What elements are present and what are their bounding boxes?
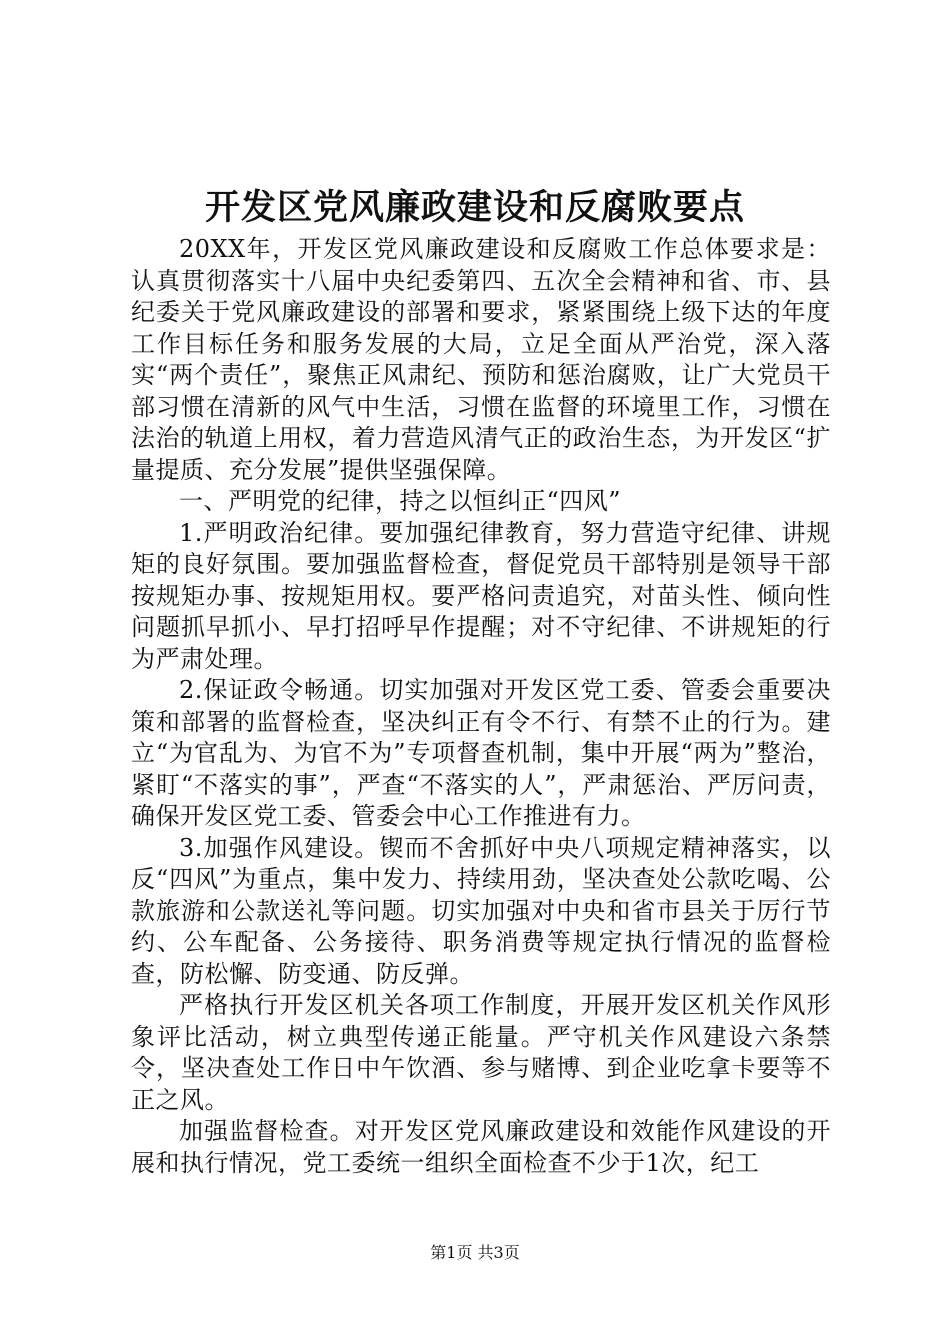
document-title: 开发区党风廉政建设和反腐败要点 (204, 187, 745, 228)
paragraph-item-2: 2.保证政令畅通。切实加强对开发区党工委、管委会重要决策和部署的监督检查，坚决纠正有令不行、有禁不止的行为。建立“为官乱为、为官不为”专项督查机制，集中开展“两为”整治，紧盯“不落实的事”，严查“不落实的人”，严肃惩治、严厉问责，确保开发区党工委、管委会中心工作推进有力。 (131, 676, 831, 830)
paragraph-discipline: 严格执行开发区机关各项工作制度，开展开发区机关作风形象评比活动，树立典型传递正能量。严守机关作风建设六条禁令，坚决查处工作日中午饮酒、参与赌博、到企业吃拿卡要等不正之风。 (131, 991, 831, 1114)
paragraph-item-1: 1.严明政治纪律。要加强纪律教育，努力营造守纪律、讲规矩的良好氛围。要加强监督检查，督促党员干部特别是领导干部按规矩办事、按规矩用权。要严格问责追究，对苗头性、倾向性问题抓早抓小、早打招呼早作提醒；对不守纪律、不讲规矩的行为严肃处理。 (131, 518, 831, 673)
paragraph-item-3: 3.加强作风建设。锲而不舍抓好中央八项规定精神落实，以反“四风”为重点，集中发力、持续用劲，坚决查处公款吃喝、公款旅游和公款送礼等问题。切实加强对中央和省市县关于厉行节约、公车配备、公务接待、职务消费等规定执行情况的监督检查，防松懈、防变通、防反弹。 (131, 833, 831, 988)
section-heading: 一、严明党的纪律，持之以恒纠正“四风” (179, 487, 622, 515)
paragraph-intro: 20XX年，开发区党风廉政建设和反腐败工作总体要求是：认真贯彻落实十八届中央纪委第四、五次全会精神和省、市、县纪委关于党风廉政建设的部署和要求，紧紧围绕上级下达的年度工作目标任务和服务发展的大局，立足全面从严治党，深入落实“两个责任”，聚焦正风肃纪、预防和惩治腐败，让广大党员干部习惯在清新的风气中生活，习惯在监督的环境里工作，习惯在法治的轨道上用权，着力营造风清气正的政治生态，为开发区“扩量提质、充分发展”提供坚强保障。 (131, 235, 831, 484)
page-footer: 第1页 共3页 (430, 1243, 520, 1262)
paragraph-supervision: 加强监督检查。对开发区党风廉政建设和效能作风建设的开展和执行情况，党工委统一组织全面检查不少于1次，纪工 (131, 1117, 831, 1177)
document-body (131, 234, 831, 1179)
